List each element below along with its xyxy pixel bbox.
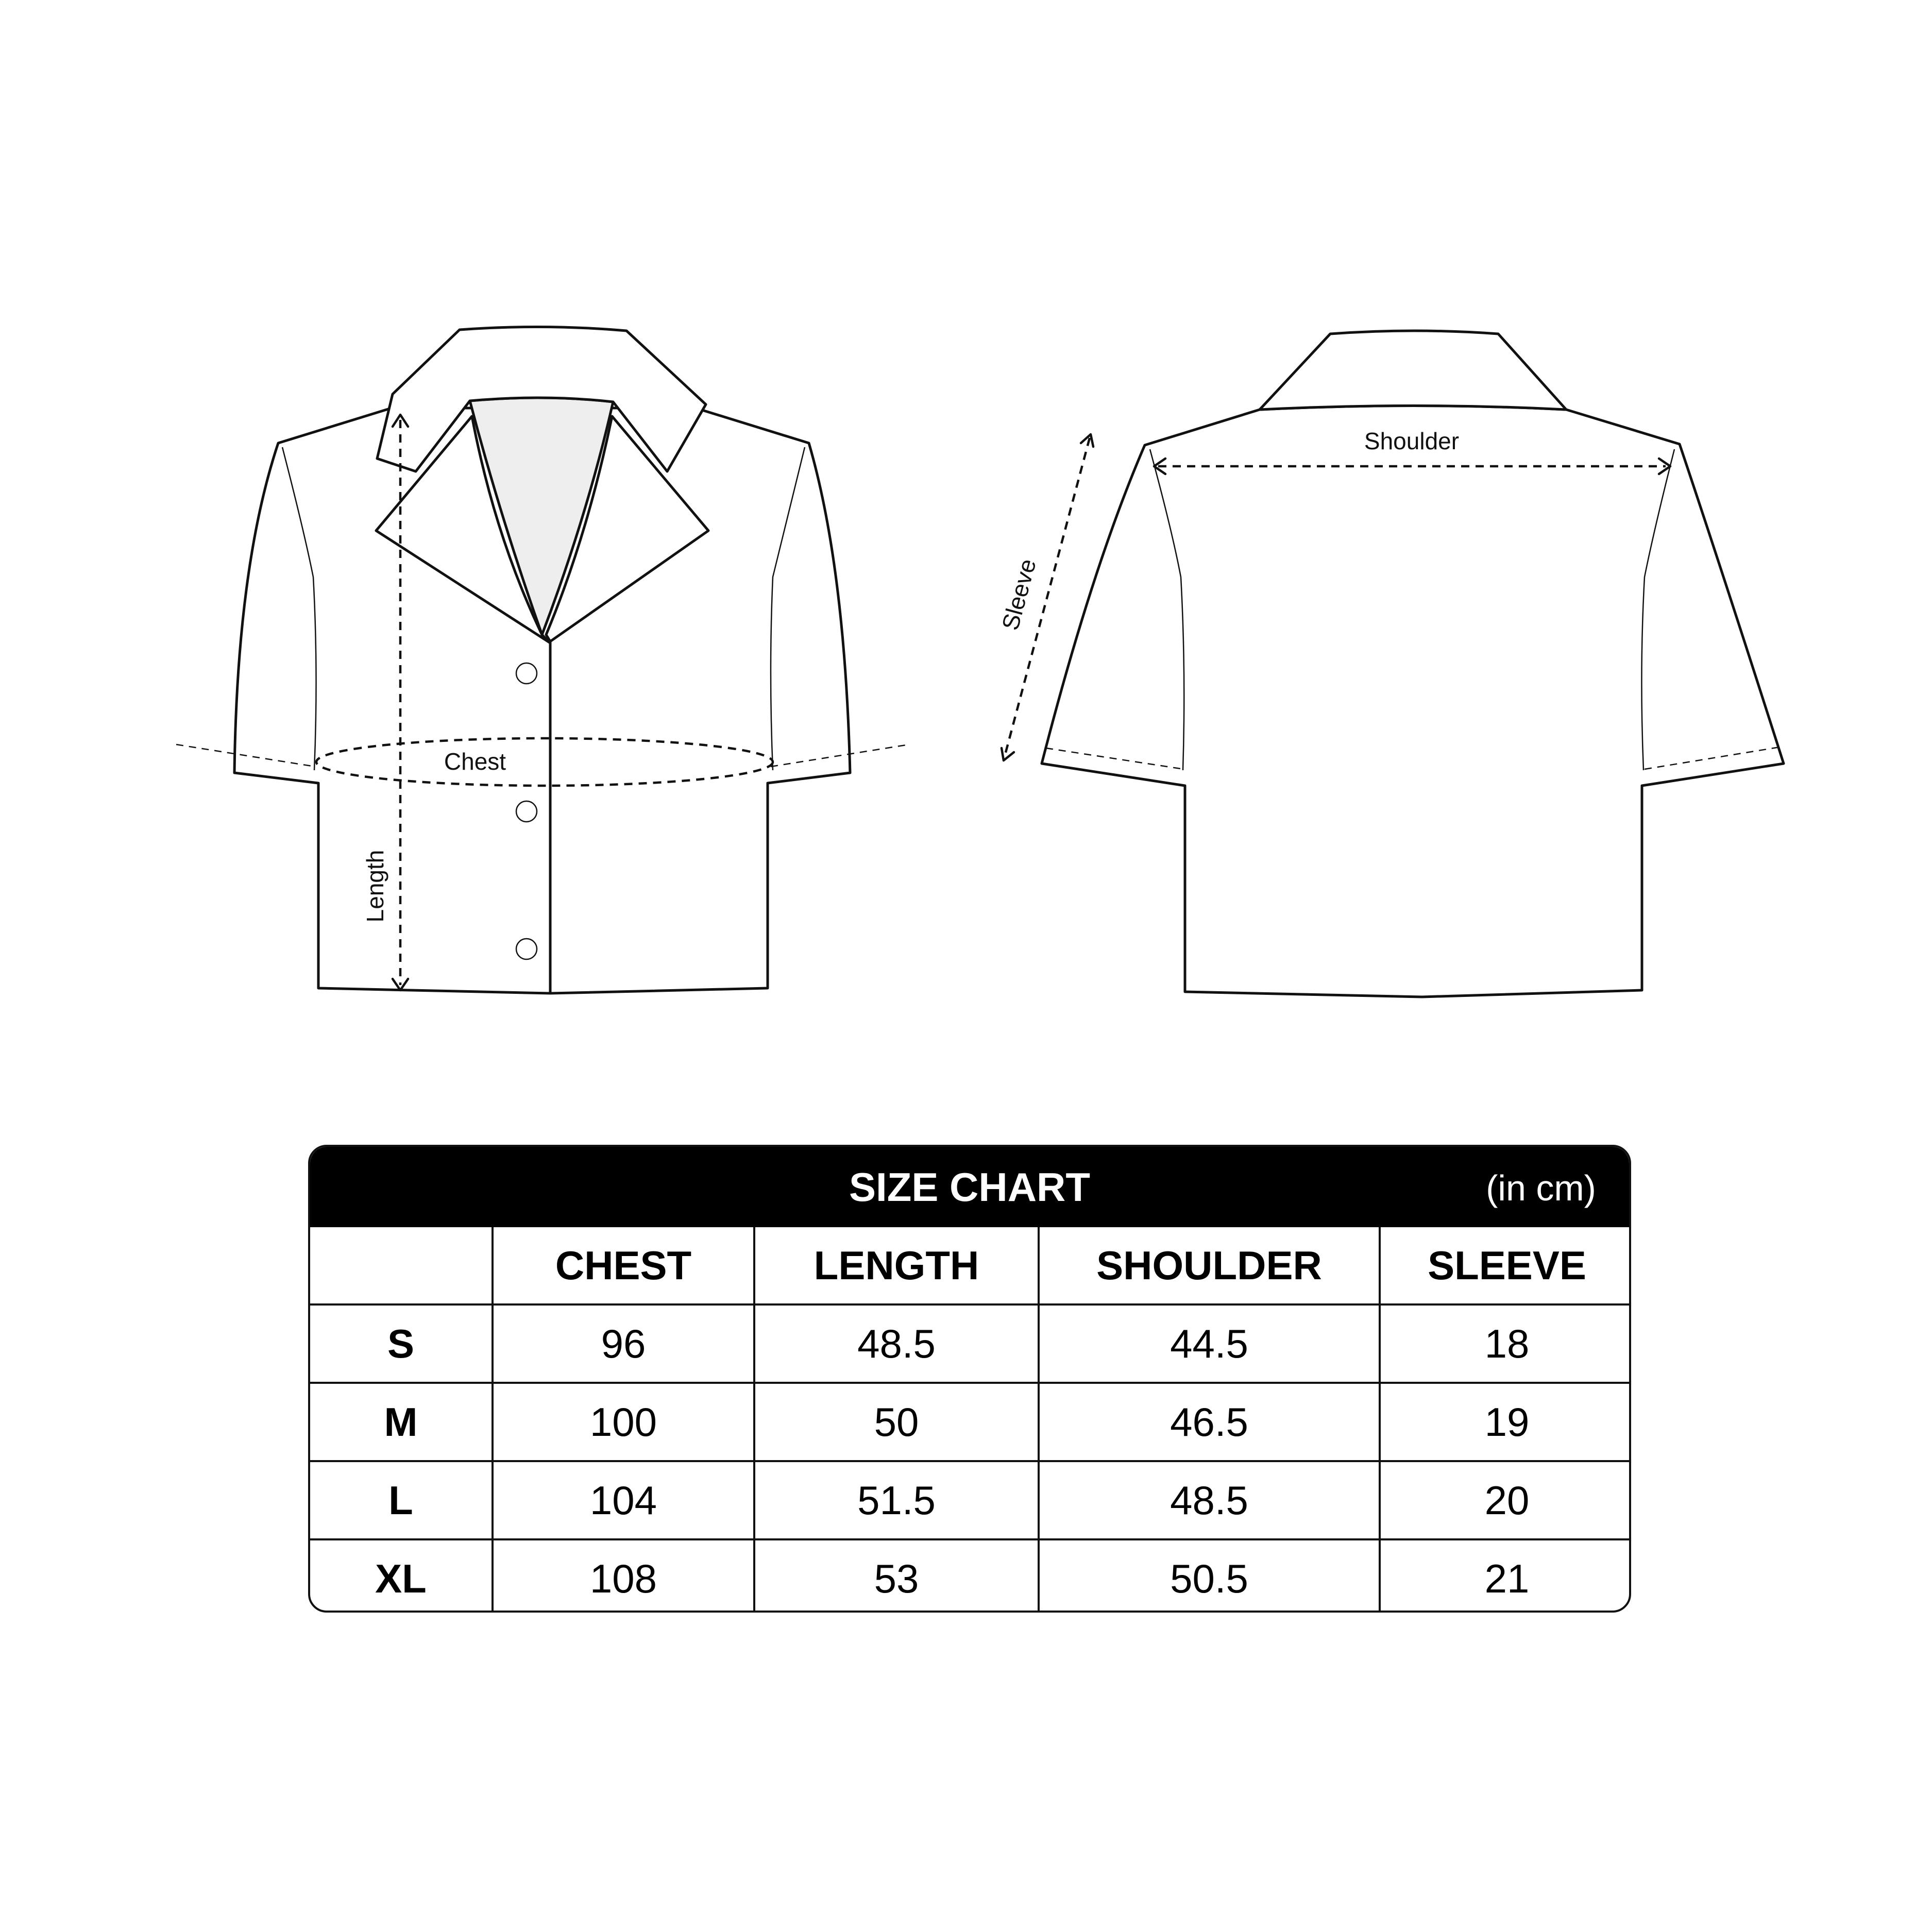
sleeve-cell: 21 bbox=[1380, 1539, 1631, 1613]
length-cell: 51.5 bbox=[754, 1461, 1039, 1539]
chest-cell: 100 bbox=[493, 1383, 754, 1461]
back-body-outline bbox=[1042, 406, 1784, 997]
shoulder-cell: 48.5 bbox=[1039, 1461, 1380, 1539]
size-cell: L bbox=[310, 1461, 493, 1539]
sleeve-arrow-bottom bbox=[1002, 748, 1014, 760]
chest-cell: 108 bbox=[493, 1539, 754, 1613]
column-header-length: LENGTH bbox=[754, 1227, 1039, 1304]
shoulder-cell: 50.5 bbox=[1039, 1539, 1380, 1613]
table-row bbox=[310, 1383, 1631, 1461]
back-collar bbox=[1260, 331, 1566, 410]
column-header-sleeve: SLEEVE bbox=[1380, 1227, 1631, 1304]
shoulder-cell: 46.5 bbox=[1039, 1383, 1380, 1461]
length-cell: 53 bbox=[754, 1539, 1039, 1613]
table-row bbox=[310, 1539, 1631, 1613]
sleeve-cell: 20 bbox=[1380, 1461, 1631, 1539]
shoulder-cell: 44.5 bbox=[1039, 1304, 1380, 1383]
table-header-row bbox=[310, 1227, 1631, 1304]
column-header-chest: CHEST bbox=[493, 1227, 754, 1304]
sleeve-label: Sleeve bbox=[996, 556, 1041, 633]
table-row bbox=[310, 1304, 1631, 1383]
length-label: Length bbox=[362, 850, 388, 923]
chest-cell: 96 bbox=[493, 1304, 754, 1383]
size-table bbox=[310, 1227, 1631, 1613]
size-chart-table bbox=[308, 1145, 1631, 1613]
shirt-back-view bbox=[996, 331, 1784, 997]
column-header-shoulder: SHOULDER bbox=[1039, 1227, 1380, 1304]
sleeve-cell: 18 bbox=[1380, 1304, 1631, 1383]
length-cell: 48.5 bbox=[754, 1304, 1039, 1383]
size-cell: XL bbox=[310, 1539, 493, 1613]
size-chart-unit: (in cm) bbox=[1486, 1168, 1596, 1208]
size-cell: S bbox=[310, 1304, 493, 1383]
size-chart-title: SIZE CHART bbox=[849, 1164, 1090, 1210]
size-column-header bbox=[310, 1227, 493, 1304]
sleeve-cell: 19 bbox=[1380, 1383, 1631, 1461]
size-cell: M bbox=[310, 1383, 493, 1461]
chest-cell: 104 bbox=[493, 1461, 754, 1539]
length-cell: 50 bbox=[754, 1383, 1039, 1461]
shoulder-label: Shoulder bbox=[1364, 428, 1460, 454]
shirt-front-view bbox=[176, 327, 909, 993]
table-row bbox=[310, 1461, 1631, 1539]
size-chart-header bbox=[310, 1147, 1629, 1227]
chest-label: Chest bbox=[444, 748, 506, 775]
